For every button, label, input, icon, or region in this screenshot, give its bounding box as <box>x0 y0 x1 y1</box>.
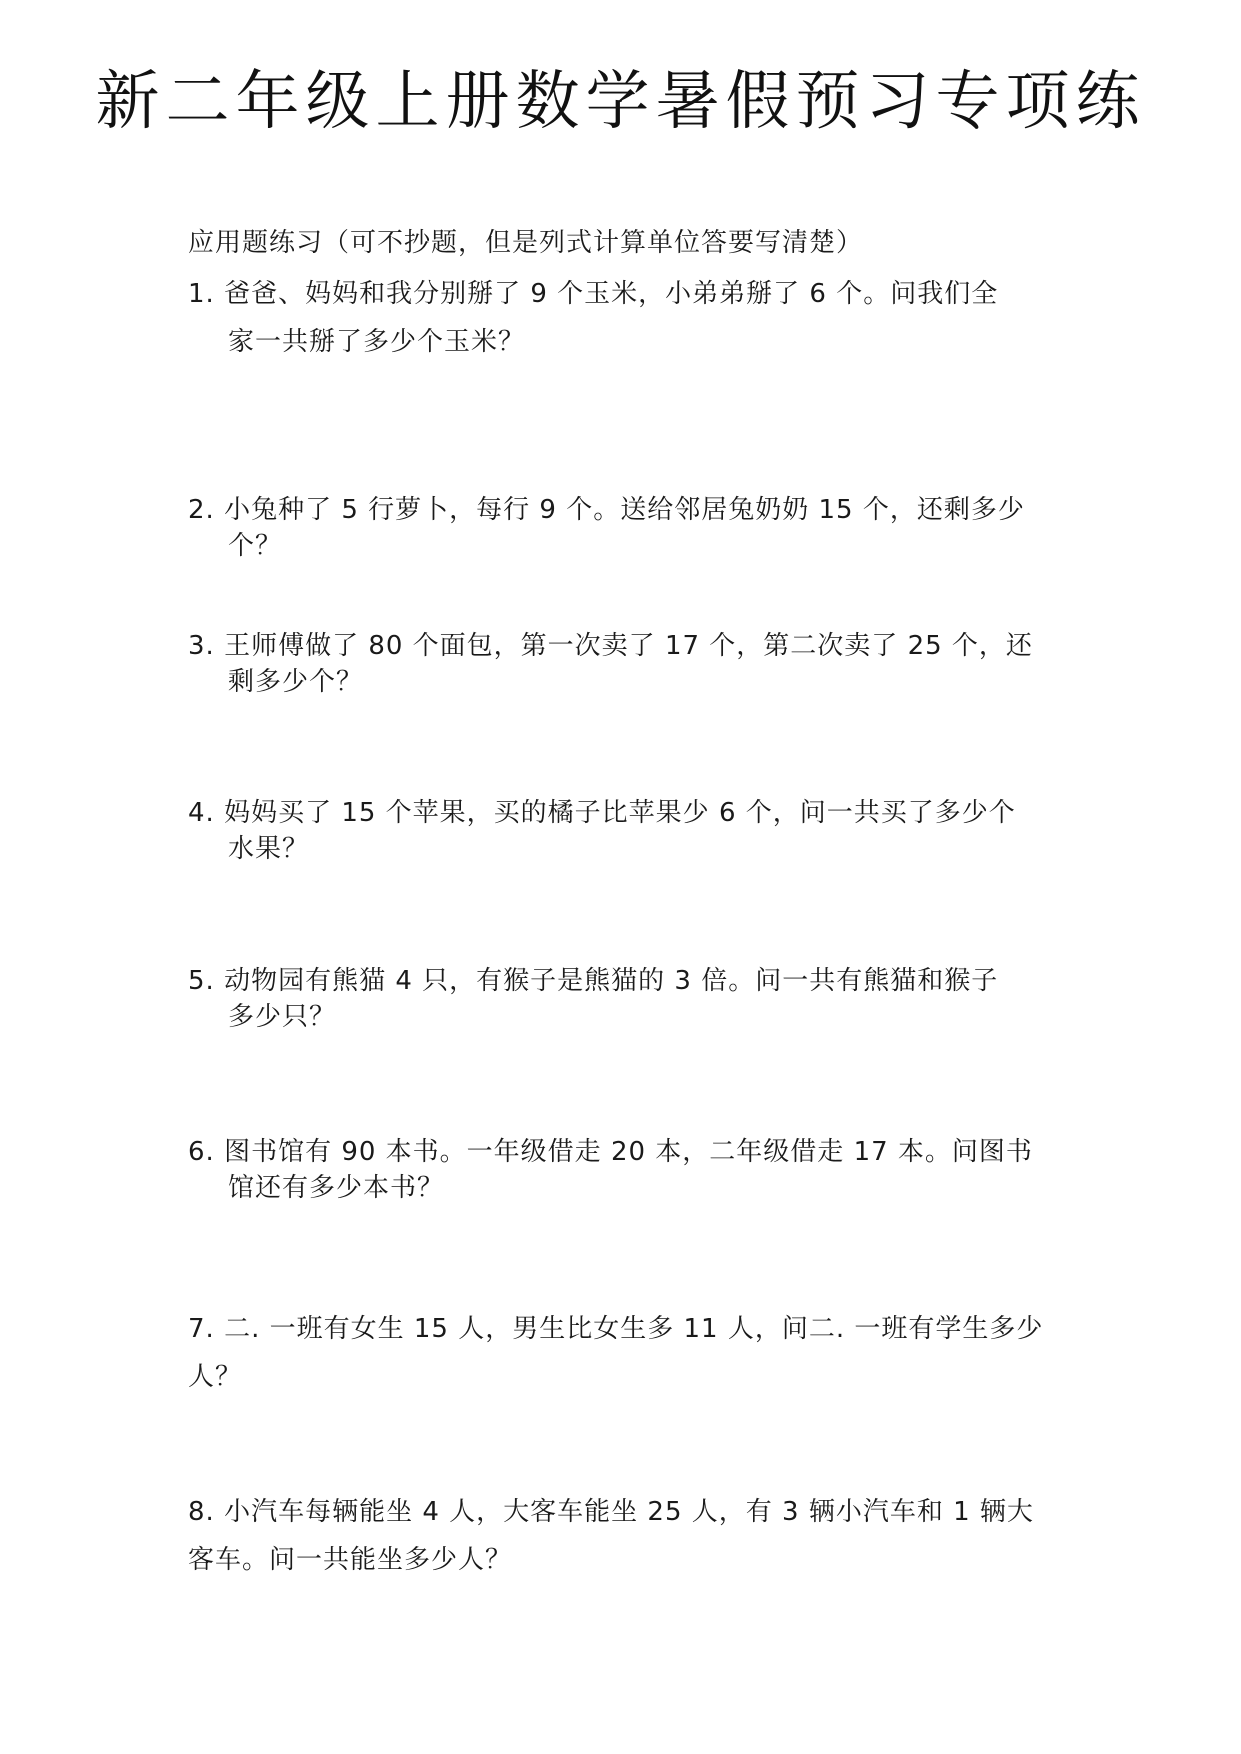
question-4-line-2: 水果？ <box>228 834 310 864</box>
question-5-line-1: 5. 动物园有熊猫 4 只，有猴子是熊猫的 3 倍。问一共有熊猫和猴子 <box>188 966 999 996</box>
question-7-line-2: 人？ <box>188 1362 243 1392</box>
question-1 <box>188 270 1068 366</box>
instructions: 应用题练习（可不抄题，但是列式计算单位答要写清楚） <box>188 228 864 258</box>
question-8 <box>188 1488 1068 1584</box>
question-2-line-1: 2. 小兔种了 5 行萝卜，每行 9 个。送给邻居兔奶奶 15 个，还剩多少 <box>188 495 1025 525</box>
question-2 <box>188 492 1068 564</box>
question-5 <box>188 963 1068 1035</box>
question-1-line-2: 家一共掰了多少个玉米？ <box>228 327 526 357</box>
question-4 <box>188 795 1068 867</box>
page-title: 新二年级上册数学暑假预习专项练 <box>95 65 1146 139</box>
question-5-line-2: 多少只？ <box>228 1002 337 1032</box>
question-8-line-1: 8. 小汽车每辆能坐 4 人，大客车能坐 25 人，有 3 辆小汽车和 1 辆大 <box>188 1497 1034 1527</box>
question-1-line-1: 1. 爸爸、妈妈和我分别掰了 9 个玉米，小弟弟掰了 6 个。问我们全 <box>188 279 999 309</box>
question-6-line-2: 馆还有多少本书？ <box>228 1173 445 1203</box>
question-6-line-1: 6. 图书馆有 90 本书。一年级借走 20 本，二年级借走 17 本。问图书 <box>188 1137 1033 1167</box>
question-6 <box>188 1134 1068 1206</box>
question-7 <box>188 1305 1068 1401</box>
question-2-line-2: 个？ <box>228 531 283 561</box>
question-3-line-1: 3. 王师傅做了 80 个面包，第一次卖了 17 个，第二次卖了 25 个，还 <box>188 631 1033 661</box>
question-3 <box>188 628 1068 700</box>
question-3-line-2: 剩多少个？ <box>228 667 364 697</box>
question-8-line-2: 客车。问一共能坐多少人？ <box>188 1545 513 1575</box>
question-7-line-1: 7. 二. 一班有女生 15 人，男生比女生多 11 人，问二. 一班有学生多少 <box>188 1314 1044 1344</box>
question-4-line-1: 4. 妈妈买了 15 个苹果，买的橘子比苹果少 6 个，问一共买了多少个 <box>188 798 1016 828</box>
